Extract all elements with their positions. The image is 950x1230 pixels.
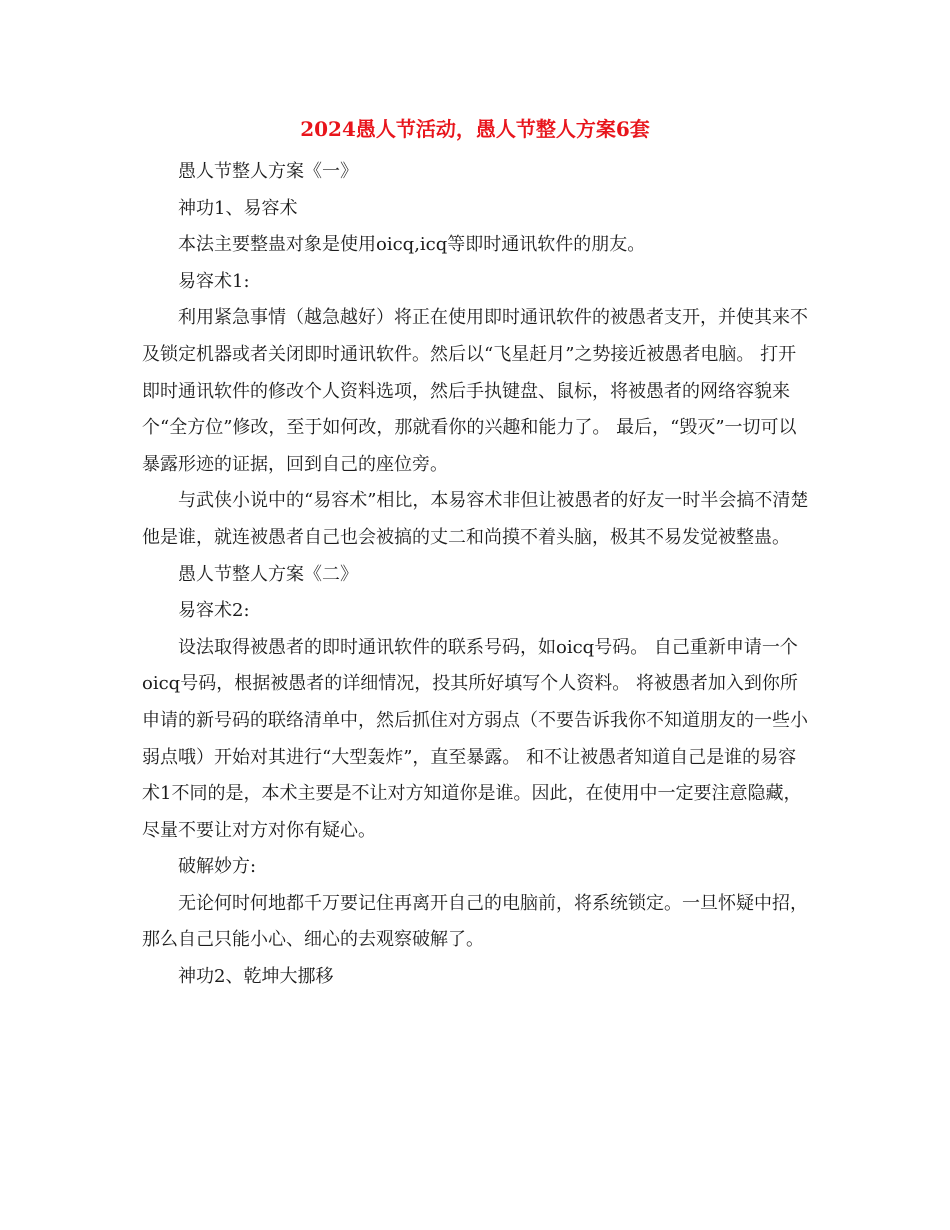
- document-title: 2024愚人节活动，愚人节整人方案6套: [300, 117, 650, 141]
- paragraph: 利用紧急事情（越急越好）将正在使用即时通讯软件的被愚者支开，并使其来不及锁定机器或者关闭即时通讯软件。然后以“飞星赶月”之势接近被愚者电脑。 打开即时通讯软件的修改个人资料选项，然后手执键盘、鼠标，将被愚者的网络容貌来个“全方位”修改，至于如何改，那就看你的兴趣和能力了。 最后，“毁灭”一切可以暴露形迹的证据，回到自己的座位旁。: [142, 307, 808, 475]
- paragraph: 本法主要整蛊对象是使用oicq,icq等即时通讯软件的朋友。: [178, 234, 646, 256]
- paragraph: 设法取得被愚者的即时通讯软件的联系号码，如oicq号码。 自己重新申请一个oicq号码，根据被愚者的详细情况，投其所好填写个人资料。 将被愚者加入到你所申请的新号码的联络清单中，然后抓住对方弱点（不要告诉我你不知道朋友的一些小弱点哦）开始对其进行“大型轰炸”，直至暴露。 和不让被愚者知道自己是谁的易容术1不同的是，本术主要是不让对方知道你是谁。因此，在使用中一定要注意隐藏，尽量不要让对方对你有疑心。: [142, 636, 808, 841]
- subheading-disguise-1: 易容术1:: [178, 270, 250, 292]
- paragraph: 无论何时何地都千万要记住再离开自己的电脑前，将系统锁定。一旦怀疑中招，那么自己只能小心、细心的去观察破解了。: [142, 892, 808, 951]
- document-body: [142, 154, 812, 996]
- paragraph: 与武侠小说中的“易容术”相比，本易容术非但让被愚者的好友一时半会搞不清楚他是谁，就连被愚者自己也会被搞的丈二和尚摸不着头脑，极其不易发觉被整蛊。: [142, 490, 809, 548]
- heading-skill-1: 神功1、易容术: [178, 197, 298, 219]
- heading-skill-2: 神功2、乾坤大挪移: [178, 966, 334, 988]
- subheading-disguise-2: 易容术2:: [178, 600, 250, 622]
- heading-plan-2: 愚人节整人方案《二》: [178, 563, 358, 585]
- heading-plan-1: 愚人节整人方案《一》: [178, 161, 358, 182]
- subheading-solution: 破解妙方:: [178, 856, 257, 878]
